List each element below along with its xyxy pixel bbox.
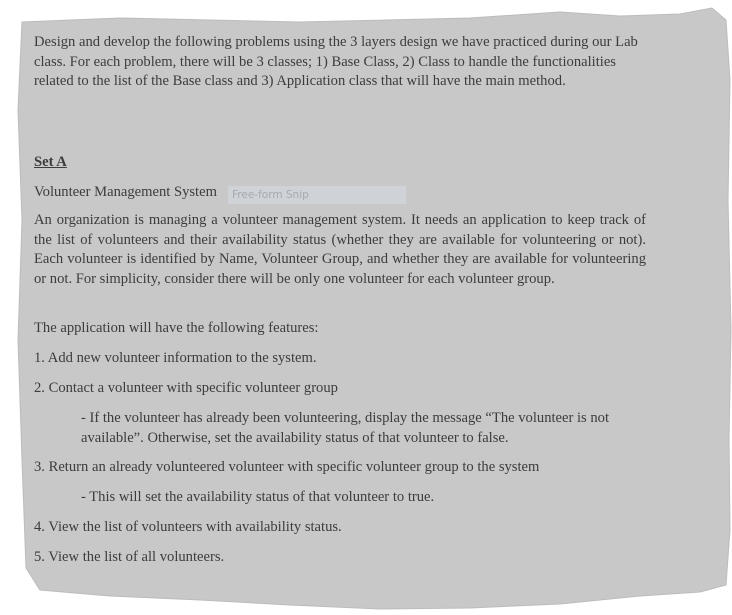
- free-form-snip-tooltip: Free-form Snip: [228, 186, 406, 204]
- feature-item-1: 1. Add new volunteer information to the system.: [34, 350, 317, 366]
- feature-item-2: 2. Contact a volunteer with specific volunteer group: [34, 380, 338, 396]
- feature-item-3: 3. Return an already volunteered volunteer with specific volunteer group to the system: [34, 459, 540, 475]
- set-heading: Set A: [34, 154, 67, 170]
- feature-item-3-detail: - This will set the availability status of that volunteer to true.: [81, 489, 435, 505]
- features-intro: The application will have the following features:: [34, 320, 319, 336]
- feature-item-4: 4. View the list of volunteers with availability status.: [34, 519, 342, 535]
- feature-item-5: 5. View the list of all volunteers.: [34, 549, 225, 565]
- description-paragraph: An organization is managing a volunteer management system. It needs an application to keep track of the list of volunteers and their availability status (whether they are available for volunteering or not). Each volunteer is identified by Name, Volunteer Group, and whether they are available for volunteering or not. For simplicity, consider there will be only one volunteer for each volunteer group.: [34, 212, 646, 287]
- intro-paragraph: Design and develop the following problems using the 3 layers design we have practiced during our Lab class. For each problem, there will be 3 classes; 1) Base Class, 2) Class to handle the functionalities related to the list of the Base class and 3) Application class that will have the main method.: [34, 34, 638, 89]
- feature-item-2-detail: - If the volunteer has already been volunteering, display the message “The volunteer is not available”. Otherwise, set the availability status of that volunteer to false.: [81, 410, 610, 446]
- system-title: Volunteer Management System: [34, 184, 217, 200]
- document-content: [34, 33, 652, 565]
